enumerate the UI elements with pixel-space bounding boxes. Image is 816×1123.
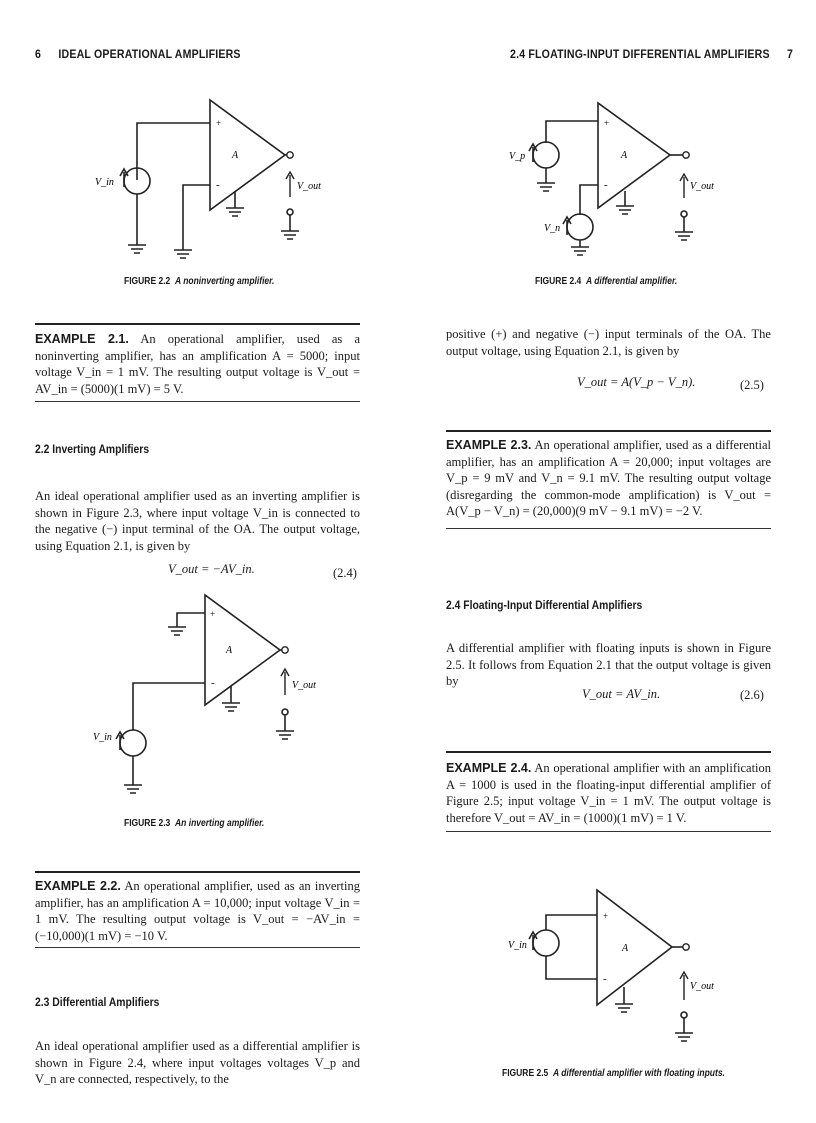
vn-source-circle xyxy=(567,214,593,240)
example-2-4 xyxy=(446,760,771,826)
minus-sign: - xyxy=(603,973,607,985)
ground-symbol xyxy=(226,208,244,216)
opamp-triangle xyxy=(205,595,280,705)
section-2-2-heading: 2.2 Inverting Amplifiers xyxy=(35,444,150,456)
ground-symbol xyxy=(615,1004,633,1012)
left-page-number: 6 xyxy=(35,49,42,61)
opamp-triangle xyxy=(597,890,672,1005)
plus-sign: + xyxy=(603,911,609,921)
figure-2-2-diagram xyxy=(85,95,325,270)
example-label: EXAMPLE 2.3. xyxy=(446,438,532,452)
figure-2-4-diagram xyxy=(500,95,740,270)
right-page-header xyxy=(510,49,793,61)
minus-sign: - xyxy=(211,677,215,689)
output-node xyxy=(683,152,689,158)
caption-label: FIGURE 2.5 xyxy=(502,1068,549,1079)
vout-label: V_out xyxy=(690,981,714,992)
vp-source-circle xyxy=(533,142,559,168)
example-2-1 xyxy=(35,331,360,397)
vout-arrow xyxy=(286,172,294,197)
plus-sign: + xyxy=(210,609,216,619)
plus-input-wire xyxy=(137,123,210,180)
right-running-head: 2.4 FLOATING-INPUT DIFFERENTIAL AMPLIFIERS xyxy=(510,49,770,61)
opamp-triangle xyxy=(210,100,285,210)
section-2-4-paragraph: A differential amplifier with floating inputs is shown in Figure 2.5. It follows from Equation 2.1 that the output voltage is given by xyxy=(446,641,771,688)
amp-label: A xyxy=(621,150,628,161)
vin-arrow xyxy=(120,169,128,187)
output-node xyxy=(287,152,293,158)
ground-symbol xyxy=(571,247,589,255)
divider xyxy=(35,947,360,948)
example-label: EXAMPLE 2.4. xyxy=(446,761,532,775)
vp-label: V_p xyxy=(509,151,526,162)
equation-2-5: V_out = A(V_p − V_n). xyxy=(577,375,696,389)
voltage-source-circle xyxy=(533,930,559,956)
minus-input-wire xyxy=(133,683,205,730)
figure-2-5-diagram xyxy=(500,885,740,1070)
caption-title: An inverting amplifier. xyxy=(175,818,265,829)
ground-symbol xyxy=(281,231,299,239)
voltage-source-circle xyxy=(120,730,146,756)
figure-2-4-caption xyxy=(535,276,677,287)
example-text: An operational amplifier with an amplification A = 1000 is used in the floating-input differential amplifier of Figure 2.5; input voltage V_in = 1 mV. The output voltage is therefore V_out = AV_in = (1000)(1 mV) = 1 V. xyxy=(446,761,772,825)
output-terminal xyxy=(282,709,288,715)
equation-2-4: V_out = −AV_in. xyxy=(168,562,255,576)
example-2-3 xyxy=(446,437,771,520)
output-terminal xyxy=(681,1012,687,1018)
caption-label: FIGURE 2.3 xyxy=(124,818,171,829)
caption-title: A differential amplifier with floating inputs. xyxy=(553,1068,725,1079)
plus-input-wire xyxy=(546,915,597,930)
ground-symbol xyxy=(168,627,186,635)
figure-2-3-caption xyxy=(124,818,264,829)
vout-arrow xyxy=(281,669,289,695)
vout-arrow xyxy=(680,174,688,198)
caption-label: FIGURE 2.2 xyxy=(124,276,171,287)
ground-symbol xyxy=(675,1033,693,1041)
vin-label: V_in xyxy=(508,940,527,951)
section-2-3-heading: 2.3 Differential Amplifiers xyxy=(35,997,160,1009)
vout-label: V_out xyxy=(690,181,714,192)
example-2-2 xyxy=(35,878,360,944)
divider xyxy=(35,323,360,325)
minus-sign: - xyxy=(604,179,608,191)
section-2-3-paragraph: An ideal operational amplifier used as a differential amplifier is shown in Figure 2.4, where input voltages voltages V_p and V_n are connected, respectively, to the xyxy=(35,1039,360,1086)
minus-sign: - xyxy=(216,179,220,191)
divider xyxy=(35,401,360,402)
ground-symbol xyxy=(675,232,693,240)
equation-number-2-4: (2.4) xyxy=(333,566,357,580)
caption-title: A differential amplifier. xyxy=(586,276,678,287)
ground-symbol xyxy=(276,731,294,739)
example-label: EXAMPLE 2.1. xyxy=(35,332,129,346)
ground-symbol xyxy=(537,183,555,191)
divider xyxy=(35,871,360,873)
amp-label: A xyxy=(622,943,629,954)
ground-symbol xyxy=(174,250,192,258)
plus-sign: + xyxy=(216,118,222,128)
divider xyxy=(446,831,771,832)
vn-label: V_n xyxy=(544,223,561,234)
vin-label: V_in xyxy=(93,732,112,743)
output-node xyxy=(683,944,689,950)
divider xyxy=(446,430,771,432)
example-label: EXAMPLE 2.2. xyxy=(35,879,121,893)
vout-arrow xyxy=(680,972,688,1000)
amp-label: A xyxy=(232,150,239,161)
figure-2-3-diagram xyxy=(85,590,325,805)
right-page-number: 7 xyxy=(787,49,794,61)
plus-input-wire xyxy=(177,613,205,627)
equation-number-2-6: (2.6) xyxy=(740,688,764,702)
ground-symbol xyxy=(128,245,146,253)
plus-sign: + xyxy=(604,118,610,128)
output-node xyxy=(282,647,288,653)
left-page-header xyxy=(35,49,241,61)
ground-symbol xyxy=(616,206,634,214)
output-terminal xyxy=(287,209,293,215)
ground-symbol xyxy=(124,785,142,793)
left-running-head: IDEAL OPERATIONAL AMPLIFIERS xyxy=(58,49,241,61)
ground-symbol xyxy=(222,703,240,711)
caption-title: A noninverting amplifier. xyxy=(175,276,275,287)
divider xyxy=(446,528,771,529)
divider xyxy=(446,751,771,753)
example-text: An operational amplifier, used as an inverting amplifier, has an amplification A = 10,000; input voltage V_in = 1 mV. The resulting output voltage is V_out = −AV_in = (−10,000)(1 mV) = −10 V. xyxy=(35,879,360,943)
vout-label: V_out xyxy=(292,680,316,691)
equation-2-6: V_out = AV_in. xyxy=(582,687,661,701)
vout-label: V_out xyxy=(297,181,321,192)
equation-number-2-5: (2.5) xyxy=(740,378,764,392)
minus-input-wire xyxy=(546,956,597,979)
example-text: An operational amplifier, used as a differential amplifier, has an amplification A = 20,000; input voltages are V_p = 9 mV and V_n = 9.1 mV. The resulting output voltage (disregarding the common-mode amplification) is V_out = A(V_p − V_n) = (20,000)(9 mV − 9.1 mV) = −2 V. xyxy=(446,438,772,518)
continuation-paragraph: positive (+) and negative (−) input terminals of the OA. The output voltage, using Equation 2.1, is given by xyxy=(446,327,771,358)
example-text: An operational amplifier, used as a noninverting amplifier, has an amplification A = 5000; input voltage V_in = 1 mV. The resulting output voltage is V_out = AV_in = (5000)(1 mV) = 5 V. xyxy=(35,332,361,396)
amp-label: A xyxy=(226,645,233,656)
section-2-2-paragraph: An ideal operational amplifier used as an inverting amplifier is shown in Figure 2.3, where input voltage V_in is connected to the negative (−) input terminal of the OA. The output voltage, using Equation 2.1, is given by xyxy=(35,489,360,553)
minus-input-wire xyxy=(183,185,210,250)
caption-label: FIGURE 2.4 xyxy=(535,276,582,287)
figure-2-2-caption xyxy=(124,276,274,287)
section-2-4-heading: 2.4 Floating-Input Differential Amplifiers xyxy=(446,600,643,612)
figure-2-5-caption xyxy=(502,1068,725,1079)
output-terminal xyxy=(681,211,687,217)
vin-label: V_in xyxy=(95,177,114,188)
plus-input-wire xyxy=(546,121,598,143)
